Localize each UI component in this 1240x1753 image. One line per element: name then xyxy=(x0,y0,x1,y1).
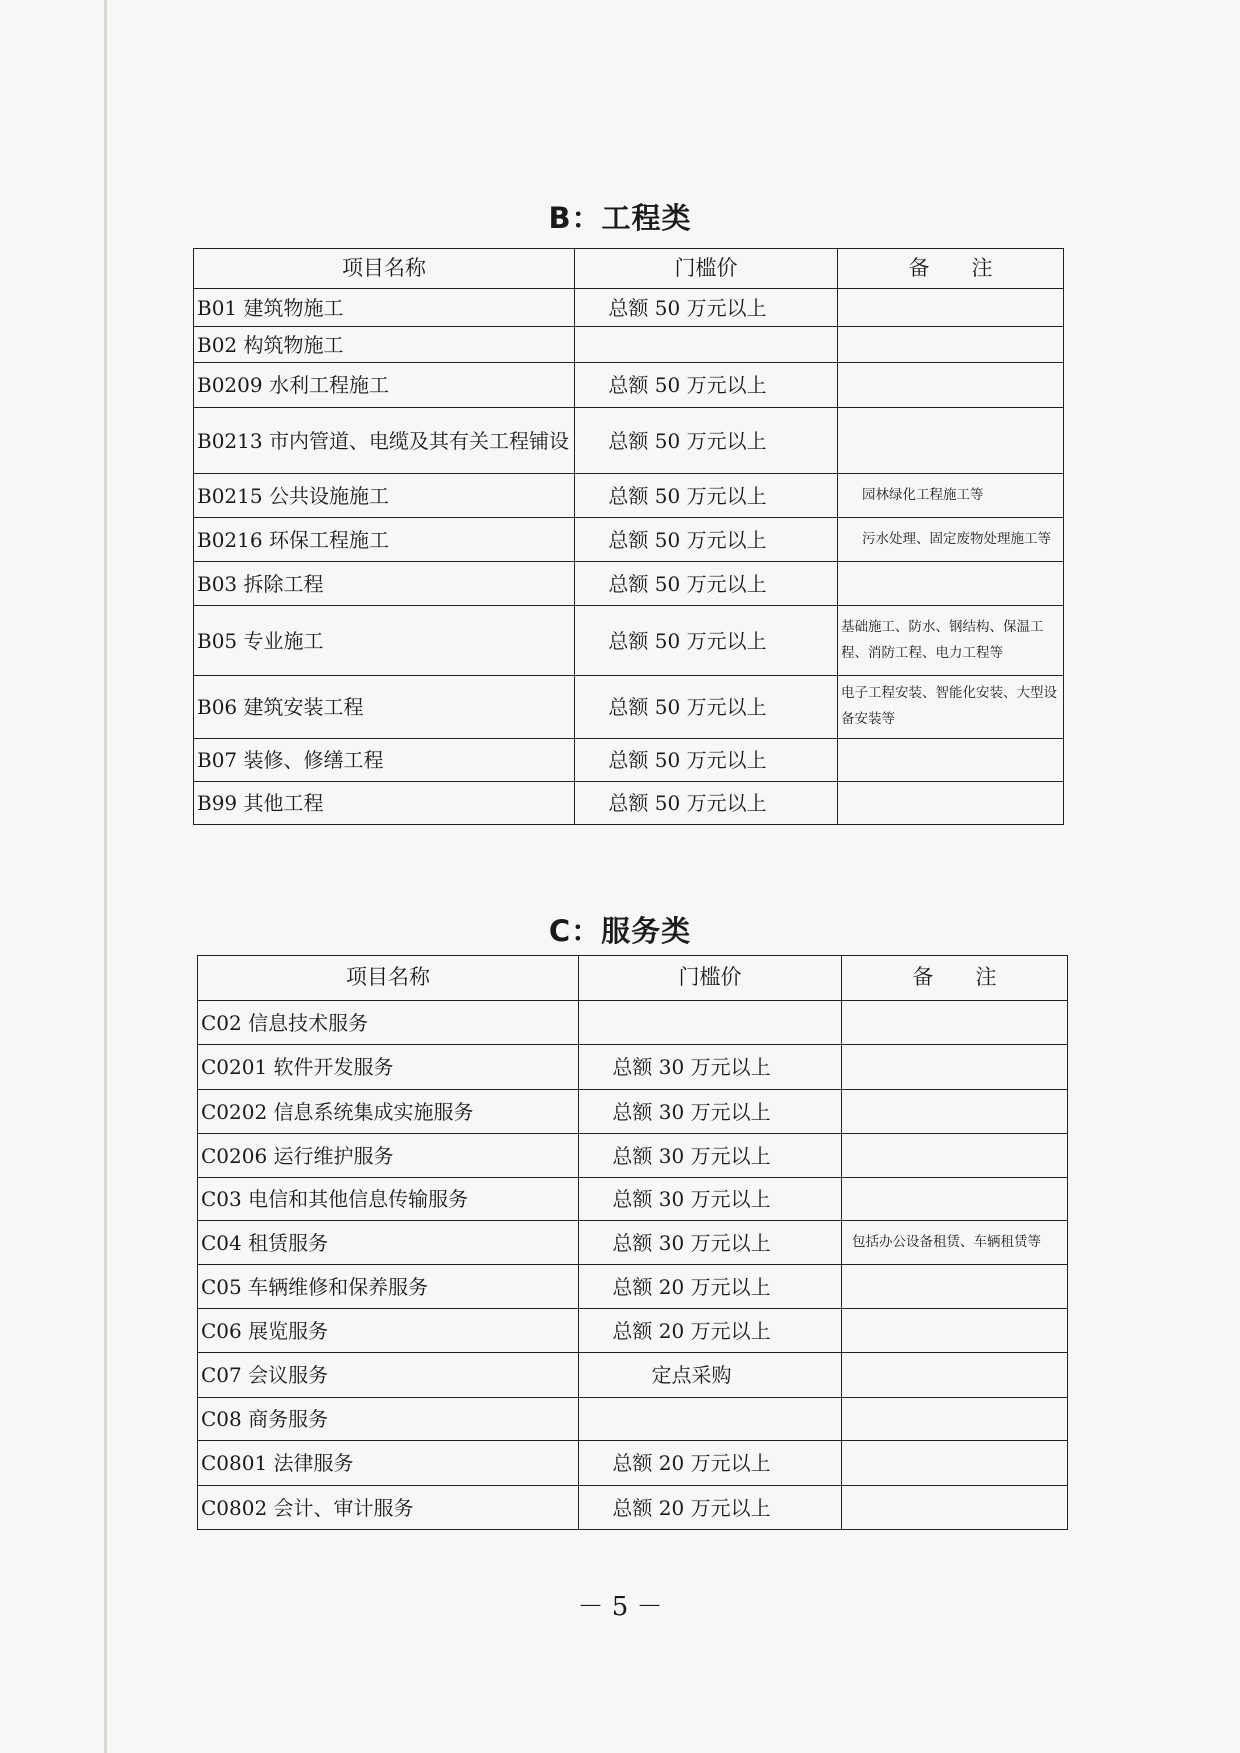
table-row xyxy=(198,1045,1068,1090)
item-name: C02 信息技术服务 xyxy=(198,1001,579,1045)
item-name: C06 展览服务 xyxy=(198,1309,579,1353)
page-number: － 5 － xyxy=(577,1592,663,1622)
table-row xyxy=(194,739,1064,782)
table-header-row xyxy=(198,956,1068,1001)
table-row xyxy=(198,1178,1068,1221)
item-threshold: 总额 30 万元以上 xyxy=(579,1090,842,1134)
item-name: C0801 法律服务 xyxy=(198,1441,579,1486)
item-name: B0213 市内管道、电缆及其有关工程铺设 xyxy=(194,408,575,474)
item-note: 基础施工、防水、钢结构、保温工程、消防工程、电力工程等 xyxy=(838,606,1064,676)
table-row xyxy=(198,1134,1068,1178)
item-threshold: 总额 50 万元以上 xyxy=(575,474,838,518)
table-row xyxy=(198,1221,1068,1265)
item-note xyxy=(838,562,1064,606)
item-note xyxy=(838,739,1064,782)
item-note: 污水处理、固定废物处理施工等 xyxy=(838,518,1064,562)
table-row xyxy=(198,1353,1068,1398)
item-threshold: 总额 50 万元以上 xyxy=(575,518,838,562)
item-note xyxy=(838,327,1064,363)
section-title-b: B：工程类 xyxy=(548,201,692,235)
item-threshold xyxy=(575,327,838,363)
item-threshold: 定点采购 xyxy=(579,1353,842,1398)
table-row xyxy=(198,1309,1068,1353)
item-name: C0802 会计、审计服务 xyxy=(198,1486,579,1530)
table-row xyxy=(194,363,1064,408)
item-name: B05 专业施工 xyxy=(194,606,575,676)
item-threshold xyxy=(579,1398,842,1441)
item-note: 包括办公设备租赁、车辆租赁等 xyxy=(842,1221,1068,1265)
item-note xyxy=(842,1353,1068,1398)
table-row xyxy=(194,518,1064,562)
table-row xyxy=(198,1090,1068,1134)
item-name: B0209 水利工程施工 xyxy=(194,363,575,408)
table-row xyxy=(194,474,1064,518)
item-threshold: 总额 20 万元以上 xyxy=(579,1309,842,1353)
item-note xyxy=(838,782,1064,825)
table-engineering xyxy=(193,248,1064,825)
table-row xyxy=(198,1486,1068,1530)
item-threshold: 总额 50 万元以上 xyxy=(575,363,838,408)
item-note xyxy=(842,1045,1068,1090)
item-threshold: 总额 30 万元以上 xyxy=(579,1178,842,1221)
item-threshold xyxy=(579,1001,842,1045)
item-note xyxy=(842,1090,1068,1134)
item-note xyxy=(842,1134,1068,1178)
table-row xyxy=(198,1001,1068,1045)
item-threshold: 总额 50 万元以上 xyxy=(575,676,838,739)
item-name: B99 其他工程 xyxy=(194,782,575,825)
table-row xyxy=(194,289,1064,327)
table-header-row xyxy=(194,249,1064,289)
table-row xyxy=(194,562,1064,606)
header-threshold: 门槛价 xyxy=(575,249,838,289)
item-threshold: 总额 50 万元以上 xyxy=(575,408,838,474)
table-row xyxy=(194,676,1064,739)
item-note xyxy=(842,1265,1068,1309)
item-threshold: 总额 30 万元以上 xyxy=(579,1045,842,1090)
table-row xyxy=(198,1398,1068,1441)
item-name: C07 会议服务 xyxy=(198,1353,579,1398)
header-note: 备 注 xyxy=(842,956,1068,1001)
item-name: C08 商务服务 xyxy=(198,1398,579,1441)
item-note: 电子工程安装、智能化安装、大型设备安装等 xyxy=(838,676,1064,739)
table-row xyxy=(194,327,1064,363)
item-name: C03 电信和其他信息传输服务 xyxy=(198,1178,579,1221)
table-row xyxy=(194,408,1064,474)
table-row xyxy=(198,1265,1068,1309)
item-name: C0201 软件开发服务 xyxy=(198,1045,579,1090)
item-threshold: 总额 50 万元以上 xyxy=(575,782,838,825)
item-name: C05 车辆维修和保养服务 xyxy=(198,1265,579,1309)
item-note xyxy=(838,363,1064,408)
header-item-name: 项目名称 xyxy=(194,249,575,289)
header-item-name: 项目名称 xyxy=(198,956,579,1001)
table-row xyxy=(198,1441,1068,1486)
item-name: B0216 环保工程施工 xyxy=(194,518,575,562)
item-note xyxy=(842,1398,1068,1441)
item-name: B03 拆除工程 xyxy=(194,562,575,606)
item-name: B01 建筑物施工 xyxy=(194,289,575,327)
item-name: B02 构筑物施工 xyxy=(194,327,575,363)
page-edge xyxy=(104,0,107,1753)
item-threshold: 总额 50 万元以上 xyxy=(575,562,838,606)
item-name: C0206 运行维护服务 xyxy=(198,1134,579,1178)
item-name: B06 建筑安装工程 xyxy=(194,676,575,739)
item-note xyxy=(838,408,1064,474)
header-note: 备 注 xyxy=(838,249,1064,289)
item-threshold: 总额 20 万元以上 xyxy=(579,1441,842,1486)
item-note xyxy=(842,1178,1068,1221)
item-threshold: 总额 30 万元以上 xyxy=(579,1134,842,1178)
item-name: B0215 公共设施施工 xyxy=(194,474,575,518)
table-row xyxy=(194,606,1064,676)
item-threshold: 总额 50 万元以上 xyxy=(575,289,838,327)
item-name: B07 装修、修缮工程 xyxy=(194,739,575,782)
item-threshold: 总额 30 万元以上 xyxy=(579,1221,842,1265)
item-note xyxy=(842,1486,1068,1530)
item-note xyxy=(842,1001,1068,1045)
item-name: C04 租赁服务 xyxy=(198,1221,579,1265)
header-threshold: 门槛价 xyxy=(579,956,842,1001)
item-threshold: 总额 50 万元以上 xyxy=(575,739,838,782)
section-title-c: C：服务类 xyxy=(548,914,692,948)
item-threshold: 总额 20 万元以上 xyxy=(579,1265,842,1309)
item-note xyxy=(842,1309,1068,1353)
table-services xyxy=(197,955,1068,1530)
item-threshold: 总额 20 万元以上 xyxy=(579,1486,842,1530)
item-note xyxy=(838,289,1064,327)
item-note xyxy=(842,1441,1068,1486)
item-note: 园林绿化工程施工等 xyxy=(838,474,1064,518)
item-name: C0202 信息系统集成实施服务 xyxy=(198,1090,579,1134)
table-row xyxy=(194,782,1064,825)
item-threshold: 总额 50 万元以上 xyxy=(575,606,838,676)
